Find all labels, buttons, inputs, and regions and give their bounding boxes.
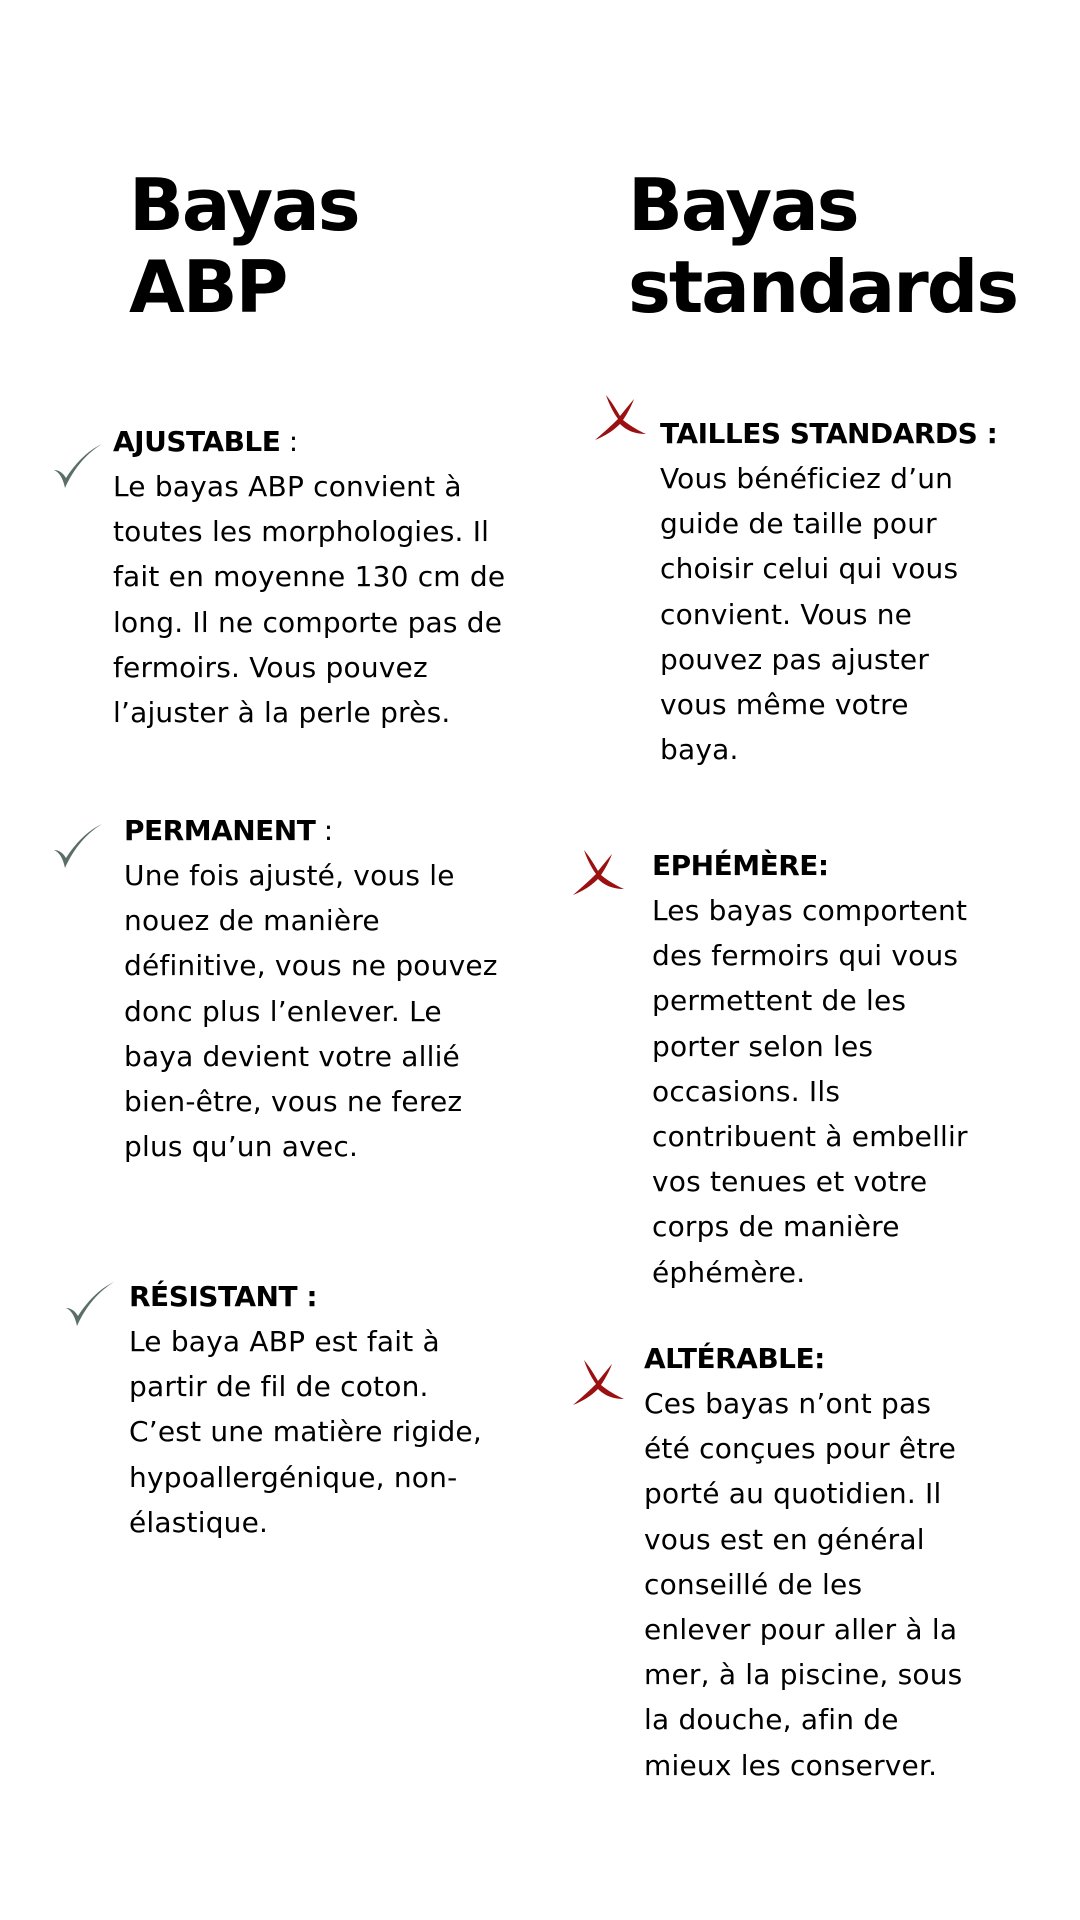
text-line: vous est en général: [644, 1522, 925, 1556]
feature-ephemeral: [652, 843, 1062, 1295]
text-line: toutes les morphologies. Il: [113, 515, 490, 549]
item-heading: TAILLES STANDARDS :: [660, 417, 998, 450]
item-description: [129, 1319, 549, 1545]
item-description: [124, 853, 544, 1169]
text-line: convient. Vous ne: [660, 597, 913, 631]
cross-icon: [570, 845, 626, 901]
text-line: la douche, afin de: [644, 1703, 899, 1737]
text-line: long. Il ne comporte pas de: [113, 605, 503, 639]
text-line: C’est une matière rigide,: [129, 1415, 482, 1449]
title-line: standards: [628, 245, 1018, 329]
feature-alterable: [644, 1336, 1064, 1788]
text-line: baya devient votre allié: [124, 1039, 460, 1073]
heading-suffix: :: [315, 814, 333, 847]
cross-icon: [592, 390, 648, 446]
text-line: corps de manière: [652, 1210, 900, 1244]
text-line: vos tenues et votre: [652, 1165, 928, 1199]
text-line: élastique.: [129, 1505, 269, 1539]
text-line: Le bayas ABP convient à: [113, 470, 462, 503]
heading-suffix: :: [280, 425, 298, 458]
item-description: [660, 456, 1060, 772]
item-heading: PERMANENT: [124, 814, 316, 847]
text-line: Vous bénéficiez d’un: [660, 462, 954, 495]
text-line: mer, à la piscine, sous: [644, 1658, 963, 1692]
feature-resistant: [129, 1274, 549, 1545]
text-line: Ces bayas n’ont pas: [644, 1387, 932, 1420]
text-line: porté au quotidien. Il: [644, 1477, 942, 1511]
text-line: l’ajuster à la perle près.: [113, 696, 451, 730]
title-line: ABP: [129, 245, 287, 329]
cross-icon: [570, 1355, 626, 1411]
title-line: Bayas: [628, 163, 858, 247]
item-description: [652, 888, 1062, 1295]
text-line: été conçues pour être: [644, 1432, 957, 1466]
text-line: baya.: [660, 733, 739, 767]
text-line: fermoirs. Vous pouvez: [113, 650, 428, 684]
text-line: Le baya ABP est fait à: [129, 1325, 440, 1358]
standard-column-title: [628, 164, 1017, 328]
text-line: conseillé de les: [644, 1567, 863, 1601]
text-line: donc plus l’enlever. Le: [124, 994, 442, 1028]
item-heading: AJUSTABLE: [113, 425, 281, 458]
feature-permanent: [124, 808, 544, 1169]
text-line: éphémère.: [652, 1255, 806, 1289]
item-heading: RÉSISTANT :: [129, 1280, 318, 1313]
text-line: plus qu’un avec.: [124, 1130, 359, 1164]
text-line: nouez de manière: [124, 904, 380, 938]
feature-standard-sizes: [660, 411, 1060, 772]
check-icon: [50, 440, 106, 496]
text-line: Une fois ajusté, vous le: [124, 859, 455, 892]
text-line: des fermoirs qui vous: [652, 939, 959, 973]
text-line: pouvez pas ajuster: [660, 642, 930, 676]
text-line: enlever pour aller à la: [644, 1613, 958, 1647]
text-line: fait en moyenne 130 cm de: [113, 560, 506, 594]
feature-ajustable: [113, 419, 553, 735]
abp-column-title: [129, 164, 359, 328]
text-line: guide de taille pour: [660, 507, 937, 541]
text-line: mieux les conserver.: [644, 1748, 938, 1782]
title-line: Bayas: [129, 163, 359, 247]
text-line: Les bayas comportent: [652, 894, 968, 927]
item-description: [644, 1381, 1064, 1788]
text-line: porter selon les: [652, 1029, 874, 1063]
item-description: [113, 464, 553, 735]
text-line: contribuent à embellir: [652, 1120, 968, 1154]
item-heading: EPHÉMÈRE:: [652, 849, 829, 882]
item-heading: ALTÉRABLE:: [644, 1342, 825, 1375]
text-line: permettent de les: [652, 984, 907, 1018]
text-line: choisir celui qui vous: [660, 552, 959, 586]
text-line: occasions. Ils: [652, 1074, 841, 1108]
text-line: bien-être, vous ne ferez: [124, 1085, 463, 1119]
check-icon: [50, 820, 106, 876]
text-line: partir de fil de coton.: [129, 1370, 429, 1404]
text-line: hypoallergénique, non-: [129, 1460, 458, 1494]
text-line: vous même votre: [660, 688, 909, 722]
check-icon: [62, 1278, 118, 1334]
text-line: définitive, vous ne pouvez: [124, 949, 498, 983]
